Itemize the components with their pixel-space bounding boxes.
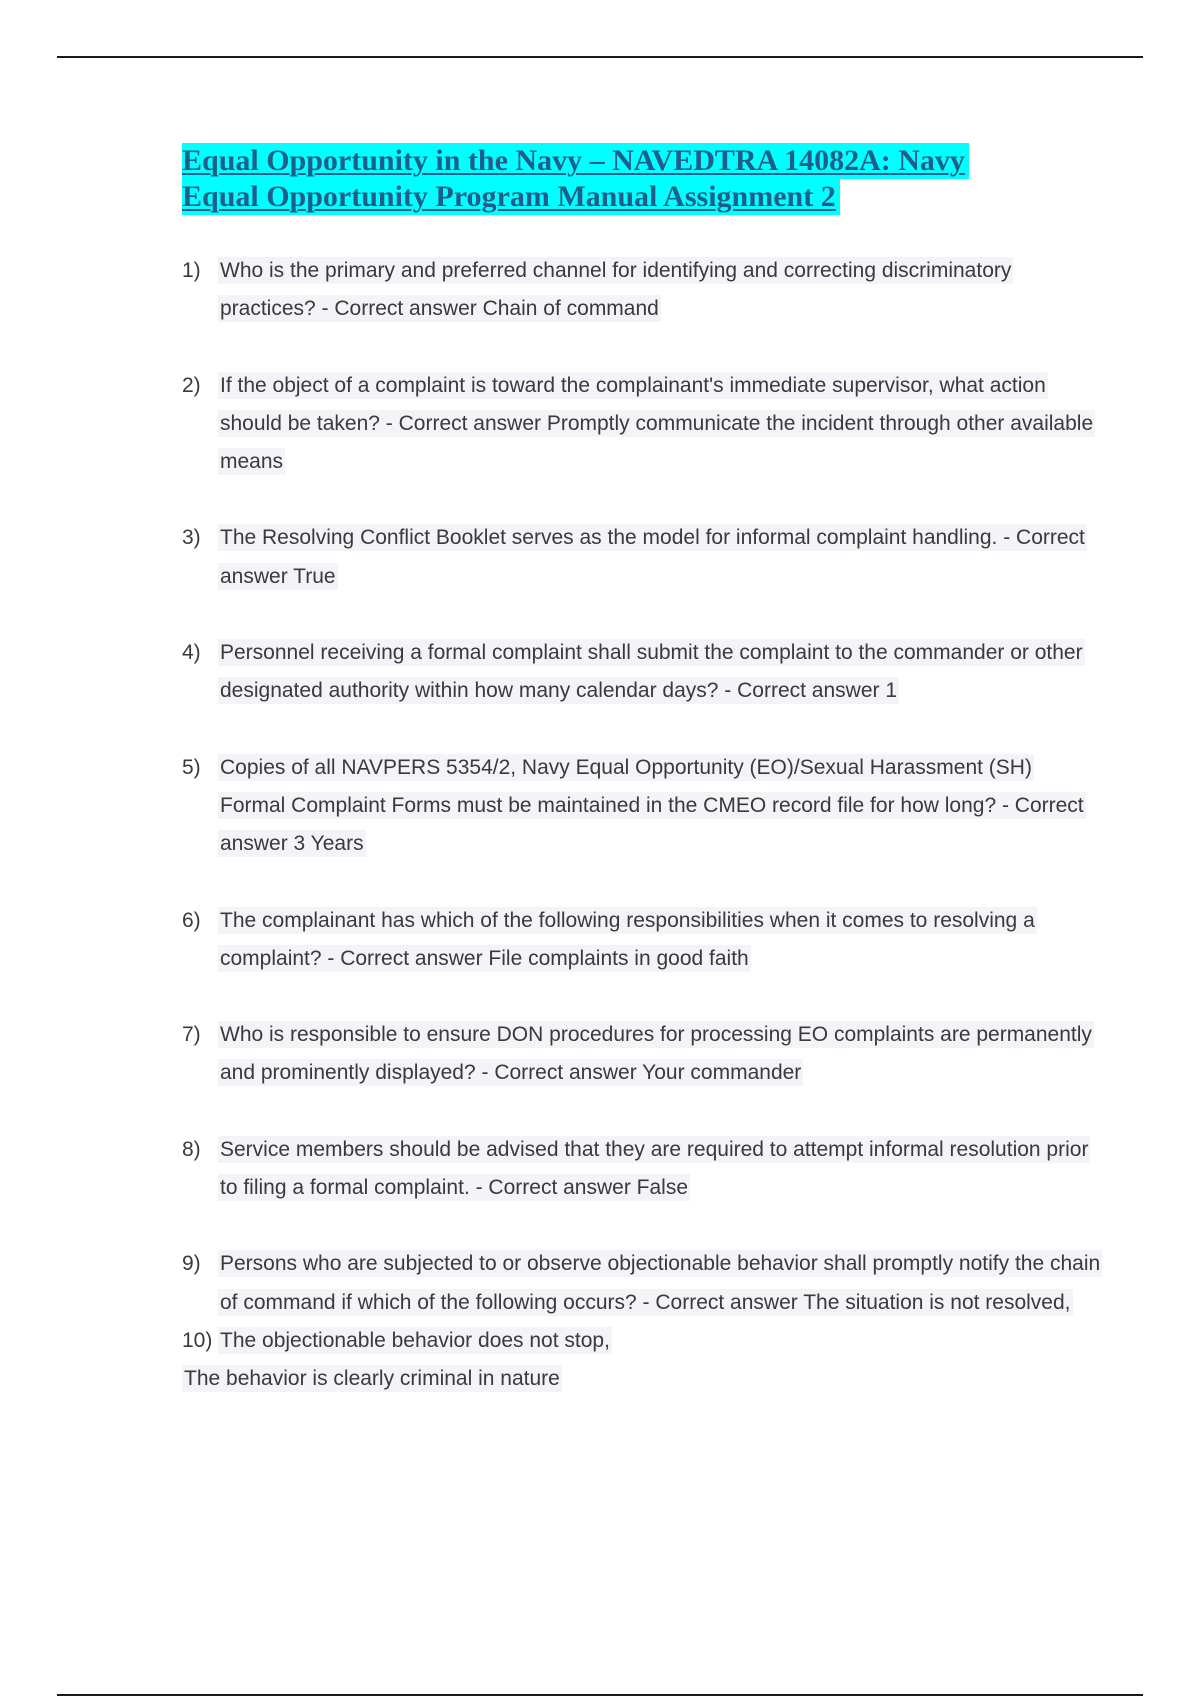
item-number: 8) — [182, 1137, 201, 1161]
top-rule — [57, 56, 1143, 58]
item-text: The Resolving Conflict Booklet serves as the model for informal complaint handling. - Correct answer True — [220, 526, 1085, 588]
item-number: 3) — [182, 526, 201, 550]
list-item — [182, 902, 1102, 979]
item-number: 9) — [182, 1252, 201, 1276]
list-item — [182, 519, 1102, 596]
question-list — [182, 252, 1102, 1399]
item-text: Service members should be advised that they are required to attempt informal resolution prior to filing a formal complaint. - Correct answer False — [220, 1137, 1089, 1200]
item-number: 7) — [182, 1023, 201, 1047]
title-line-1[interactable]: Equal Opportunity in the Navy – NAVEDTRA 14082A: Navy — [182, 143, 969, 179]
item-text: Personnel receiving a formal complaint shall submit the complaint to the commander or other designated authority within how many calendar days? - Correct answer 1 — [220, 641, 1083, 703]
trailing-text: The behavior is clearly criminal in nature — [184, 1367, 560, 1391]
list-item — [182, 1131, 1102, 1208]
trailing-line — [182, 1360, 1102, 1398]
item-text: The complainant has which of the following responsibilities when it comes to resolving a complaint? - Correct answer File complaints in good faith — [220, 908, 1035, 970]
list-item — [182, 1016, 1102, 1093]
list-item — [182, 1322, 1102, 1360]
item-text: Who is responsible to ensure DON procedures for processing EO complaints are permanently and prominently displayed? - Correct answer Your commander — [220, 1023, 1092, 1085]
title-line-2[interactable]: Equal Opportunity Program Manual Assignment 2 — [182, 179, 840, 215]
item-text: Who is the primary and preferred channel for identifying and correcting discriminatory practices? - Correct answer Chain of command — [220, 259, 1012, 321]
item-number: 2) — [182, 373, 201, 397]
item-text: If the object of a complaint is toward the complainant's immediate supervisor, what action should be taken? - Correct answer Promptly communicate the incident through other available means — [220, 373, 1094, 474]
list-item — [182, 1245, 1102, 1322]
item-number: 4) — [182, 641, 201, 665]
bottom-rule — [57, 1694, 1143, 1696]
item-text: The objectionable behavior does not stop, — [220, 1328, 610, 1352]
item-number: 6) — [182, 908, 201, 932]
document-title — [182, 143, 1062, 215]
list-item — [182, 367, 1102, 482]
item-text: Persons who are subjected to or observe objectionable behavior shall promptly notify the chain of command if which of the following occurs? - Correct answer The situation is not resolved, — [220, 1252, 1101, 1314]
list-item — [182, 252, 1102, 329]
item-number: 10) — [182, 1328, 213, 1352]
item-number: 5) — [182, 755, 201, 779]
item-text: Copies of all NAVPERS 5354/2, Navy Equal Opportunity (EO)/Sexual Harassment (SH) Formal Complaint Forms must be maintained in the CMEO record file for how long? - Correct answer 3 Years — [220, 755, 1084, 856]
list-item — [182, 634, 1102, 711]
item-number: 1) — [182, 259, 201, 282]
list-item — [182, 749, 1102, 864]
